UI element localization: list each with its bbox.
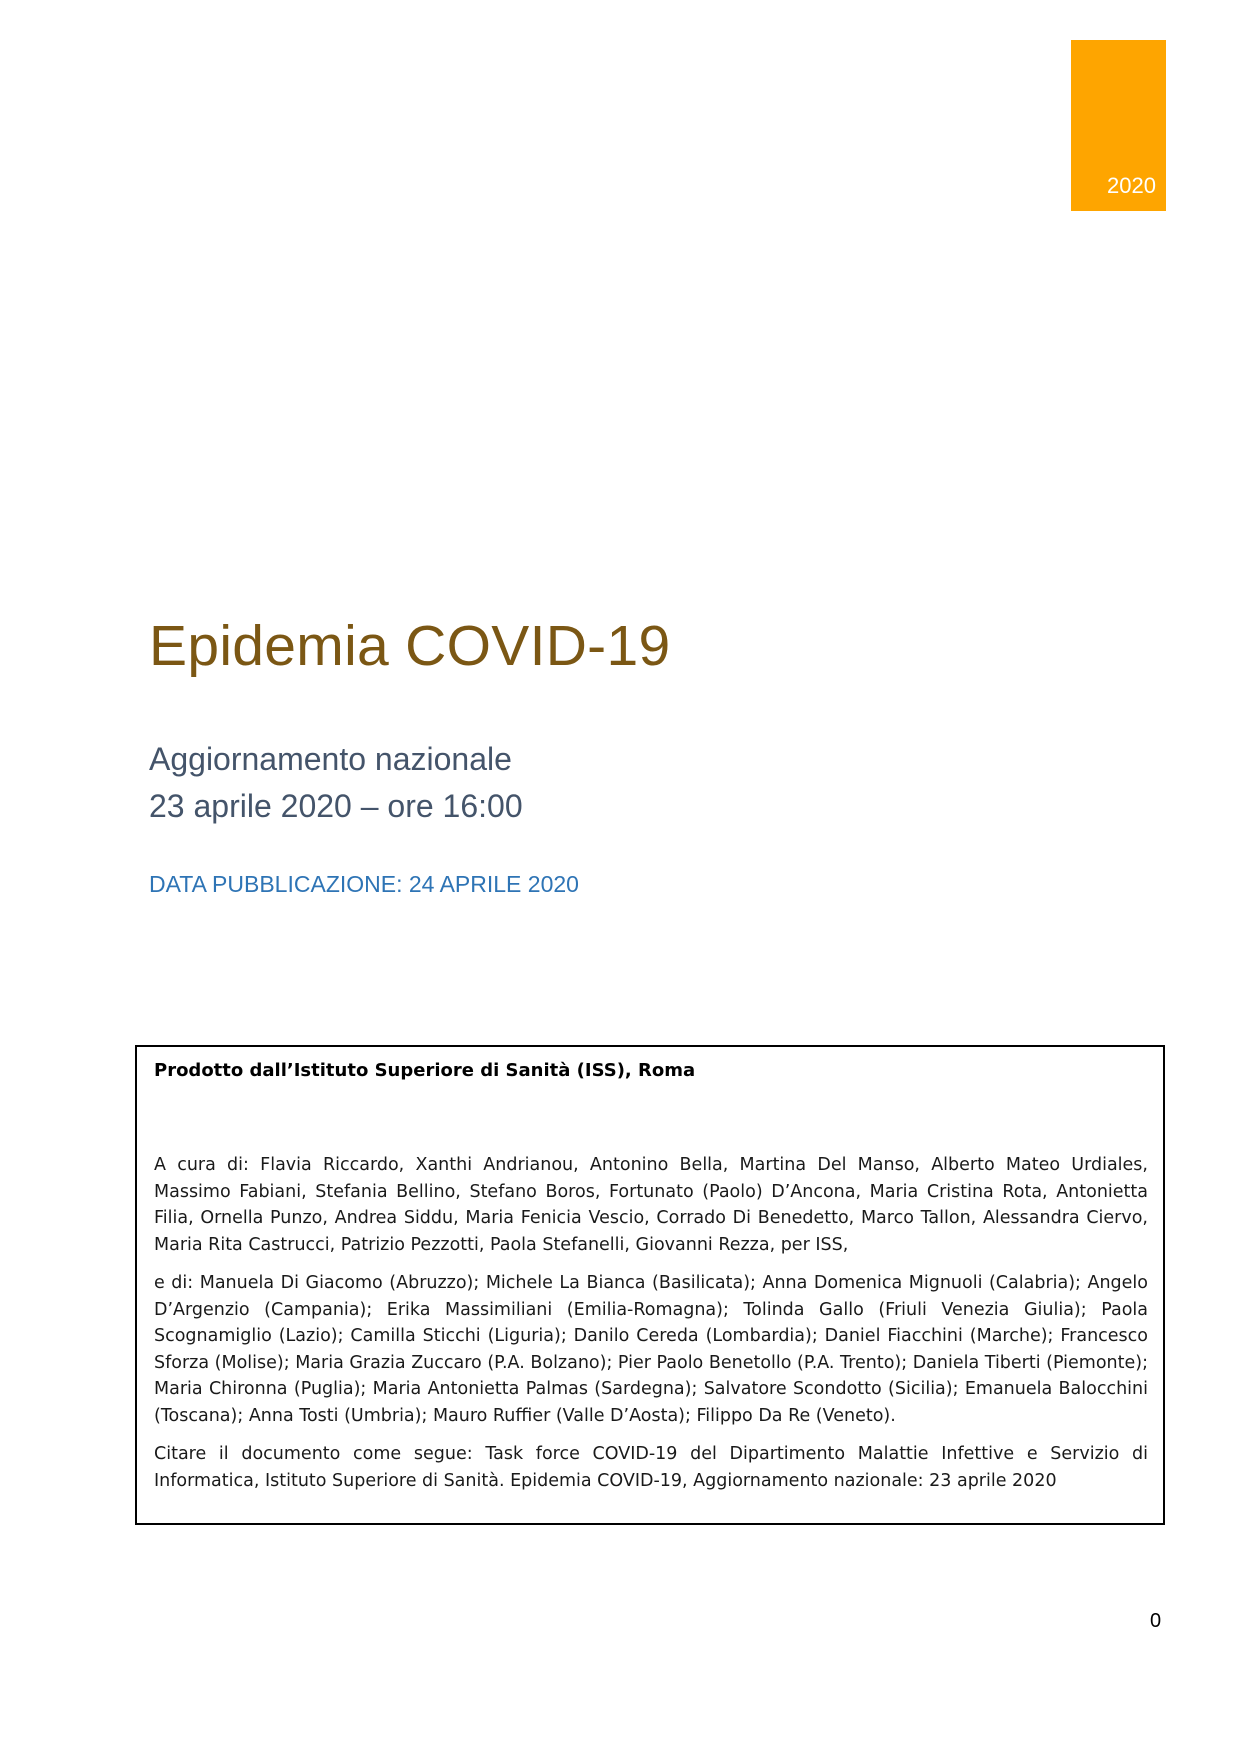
page-number: 0 — [1150, 1610, 1162, 1632]
document-title: Epidemia COVID-19 — [149, 614, 671, 678]
producer-line: Prodotto dall’Istituto Superiore di Sanità (ISS), Roma — [154, 1060, 696, 1081]
citation-paragraph: Citare il documento come segue: Task force COVID-19 del Dipartimento Malattie Infettive e Servizio di Informatica, Istituto Superiore di Sanità. Epidemia COVID-19, Aggiornamento nazionale: 23 aprile 2020 — [154, 1444, 1148, 1491]
publication-date: DATA PUBBLICAZIONE: 24 APRILE 2020 — [149, 871, 579, 897]
credits-box — [135, 1045, 1165, 1525]
year-tab — [1071, 40, 1166, 211]
subtitle-line-2: 23 aprile 2020 – ore 16:00 — [149, 788, 523, 824]
document-subtitle — [149, 736, 523, 830]
curated-by-paragraph: A cura di: Flavia Riccardo, Xanthi Andrianou, Antonino Bella, Martina Del Manso, Alberto Mateo Urdiales, Massimo Fabiani, Stefania Bellino, Stefano Boros, Fortunato (Paolo) D’Ancona, Maria Cristina Rota, Antonietta Filia, Ornella Punzo, Andrea Siddu, Maria Fenicia Vescio, Corrado Di Benedetto, Marco Tallon, Alessandra Ciervo, Maria Rita Castrucci, Patrizio Pezzotti, Paola Stefanelli, Giovanni Rezza, per ISS, — [154, 1155, 1148, 1255]
subtitle-line-1: Aggiornamento nazionale — [149, 741, 512, 777]
regional-contributors-paragraph: e di: Manuela Di Giacomo (Abruzzo); Michele La Bianca (Basilicata); Anna Domenica Mignuoli (Calabria); Angelo D’Argenzio (Campania); Erika Massimiliani (Emilia-Romagna); Tolinda Gallo (Friuli Venezia Giulia); Paola Scognamiglio (Lazio); Camilla Sticchi (Liguria); Danilo Cereda (Lombardia); Daniel Fiacchini (Marche); Francesco Sforza (Molise); Maria Grazia Zuccaro (P.A. Bolzano); Pier Paolo Benetollo (P.A. Trento); Daniela Tiberti (Piemonte); Maria Chironna (Puglia); Maria Antonietta Palmas (Sardegna); Salvatore Scondotto (Sicilia); Emanuela Balocchini (Toscana); Anna Tosti (Umbria); Mauro Ruffier (Valle D’Aosta); Filippo Da Re (Veneto). — [154, 1273, 1148, 1426]
year-label: 2020 — [1107, 173, 1156, 198]
